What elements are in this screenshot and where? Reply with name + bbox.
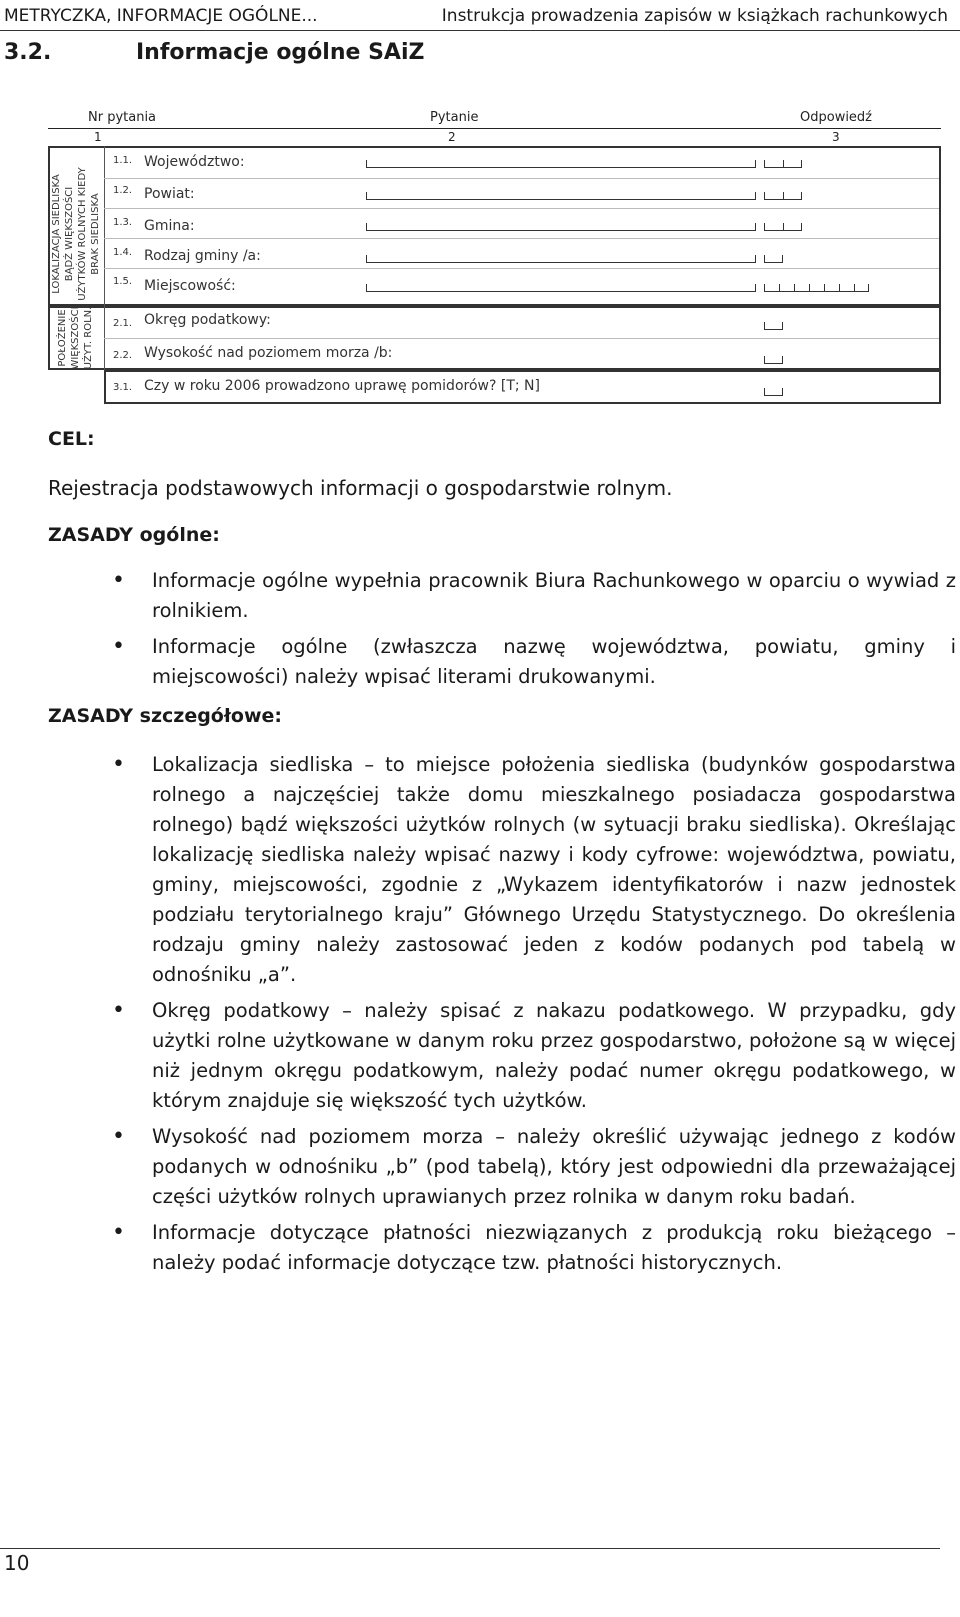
row-num-1-4: 1.4. <box>113 247 133 258</box>
row-num-1-3: 1.3. <box>113 217 133 228</box>
field-pomidory-cell[interactable] <box>764 388 783 396</box>
row-num-1-2: 1.2. <box>113 185 133 196</box>
header-left: METRYCZKA, INFORMACJE OGÓLNE... <box>4 6 318 26</box>
list-item: • Informacje dotyczące płatności niezwiązanych z produkcją roku bieżącego – należy podać informacje dotyczące tzw. płatności historycznych. <box>112 1218 956 1278</box>
zasady-szczegolowe-heading: ZASADY szczegółowe: <box>48 705 283 727</box>
field-rodzaj-gminy-code-cell[interactable] <box>764 255 783 263</box>
field-miejscowosc-code-cell[interactable] <box>764 284 779 292</box>
field-miejscowosc-code-cell[interactable] <box>779 284 794 292</box>
section-title: Informacje ogólne SAiZ <box>136 40 425 65</box>
col-number-1: 1 <box>94 130 102 144</box>
group-label-polozenie: POŁOŻENIE WIĘKSZOŚCI UŻYT. ROLN. <box>57 306 94 370</box>
section-number: 3.2. <box>4 40 52 65</box>
header-right: Instrukcja prowadzenia zapisów w książkach rachunkowych <box>441 6 948 26</box>
row-question-wojewodztwo: Województwo: <box>144 154 245 170</box>
form-table <box>48 108 941 416</box>
zasady-ogolne-list <box>112 566 956 698</box>
field-miejscowosc-name[interactable] <box>366 284 756 292</box>
table-header <box>48 108 941 129</box>
zasady-ogolne-heading: ZASADY ogólne: <box>48 524 220 546</box>
label-column-divider <box>104 146 105 370</box>
zasady-szczegolowe-list <box>112 750 956 1284</box>
row-question-miejscowosc: Miejscowość: <box>144 278 236 294</box>
col-header-nr: Nr pytania <box>88 110 157 125</box>
field-wysokosc-cell[interactable] <box>764 356 783 364</box>
field-okreg-podatkowy-cell[interactable] <box>764 322 783 330</box>
row-separator <box>104 338 939 339</box>
field-rodzaj-gminy-name[interactable] <box>366 255 756 263</box>
row-question-powiat: Powiat: <box>144 186 195 202</box>
field-miejscowosc-code-cell[interactable] <box>824 284 839 292</box>
row-num-3-1: 3.1. <box>113 382 133 393</box>
field-wojewodztwo-name[interactable] <box>366 160 756 168</box>
cel-text: Rejestracja podstawowych informacji o gospodarstwie rolnym. <box>48 476 673 500</box>
col-header-odpowiedz: Odpowiedź <box>800 110 873 125</box>
field-gmina-name[interactable] <box>366 223 756 231</box>
field-powiat-code-cell[interactable] <box>783 192 802 200</box>
header-divider <box>0 30 960 31</box>
field-miejscowosc-code-cell[interactable] <box>809 284 824 292</box>
list-item: • Okręg podatkowy – należy spisać z nakazu podatkowego. W przypadku, gdy użytki rolne użytkowane w danym roku przez gospodarstwo, położone są w więcej niż jednym okręgu podatkowym, należy podać numer okręgu podatkowego, w którym znajduje się większość tych użytków. <box>112 996 956 1116</box>
row-num-1-5: 1.5. <box>113 276 133 287</box>
row-num-2-1: 2.1. <box>113 318 133 329</box>
field-powiat-code-cell[interactable] <box>764 192 783 200</box>
row-num-2-2: 2.2. <box>113 350 133 361</box>
col-number-2: 2 <box>448 130 456 144</box>
col-header-pytanie: Pytanie <box>430 110 479 125</box>
row-question-wysokosc: Wysokość nad poziomem morza /b: <box>144 345 393 361</box>
row-question-okreg-podatkowy: Okręg podatkowy: <box>144 312 271 328</box>
group-label-lokalizacja: LOKALIZACJA SIEDLISKA BĄDŹ WIĘKSZOŚCI UŻYTKÓW ROLNYCH KIEDY BRAK SIEDLISKA <box>51 167 101 301</box>
cel-heading: CEL: <box>48 428 95 450</box>
field-miejscowosc-code-cell[interactable] <box>839 284 854 292</box>
row-separator <box>104 208 939 209</box>
field-powiat-name[interactable] <box>366 192 756 200</box>
row-question-gmina: Gmina: <box>144 218 195 234</box>
row-separator <box>104 268 939 269</box>
field-miejscowosc-code-cell[interactable] <box>854 284 869 292</box>
list-item: • Lokalizacja siedliska – to miejsce położenia siedliska (budynków gospodarstwa rolnego a najczęściej także domu mieszkalnego posiadacza gospodarstwa rolnego) bądź większości użytków rolnych (w sytuacji braku siedliska). Określając lokalizację siedliska należy wpisać nazwy i kody cyfrowe: województwa, powiatu, gminy, miejscowości, zgodnie z „Wykazem identyfikatorów i nazw jednostek podziału terytorialnego kraju” Głównego Urzędu Statystycznego. Do określenia rodzaju gminy należy zastosować jeden z kodów podanych pod tabelą w odnośniku „a”. <box>112 750 956 990</box>
field-gmina-code-cell[interactable] <box>764 223 783 231</box>
row-separator <box>104 178 939 179</box>
row-question-pomidory: Czy w roku 2006 prowadzono uprawę pomidorów? [T; N] <box>144 378 540 394</box>
list-item: • Wysokość nad poziomem morza – należy określić używając jednego z kodów podanych w odnośniku „b” (pod tabelą), który jest odpowiedni dla przeważającej części użytków rolnych uprawianych przez rolnika w danym roku badań. <box>112 1122 956 1212</box>
row-num-1-1: 1.1. <box>113 155 133 166</box>
field-wojewodztwo-code-cell[interactable] <box>764 160 783 168</box>
list-item: • Informacje ogólne wypełnia pracownik Biura Rachunkowego w oparciu o wywiad z rolnikiem. <box>112 566 956 626</box>
row-question-rodzaj-gminy: Rodzaj gminy /a: <box>144 248 261 264</box>
field-miejscowosc-code-cell[interactable] <box>794 284 809 292</box>
footer-divider <box>0 1548 940 1549</box>
row-separator <box>104 238 939 239</box>
page-number: 10 <box>4 1551 30 1575</box>
list-item: • Informacje ogólne (zwłaszcza nazwę województwa, powiatu, gminy i miejscowości) należy wpisać literami drukowanymi. <box>112 632 956 692</box>
field-gmina-code-cell[interactable] <box>783 223 802 231</box>
field-wojewodztwo-code-cell[interactable] <box>783 160 802 168</box>
col-number-3: 3 <box>832 130 840 144</box>
